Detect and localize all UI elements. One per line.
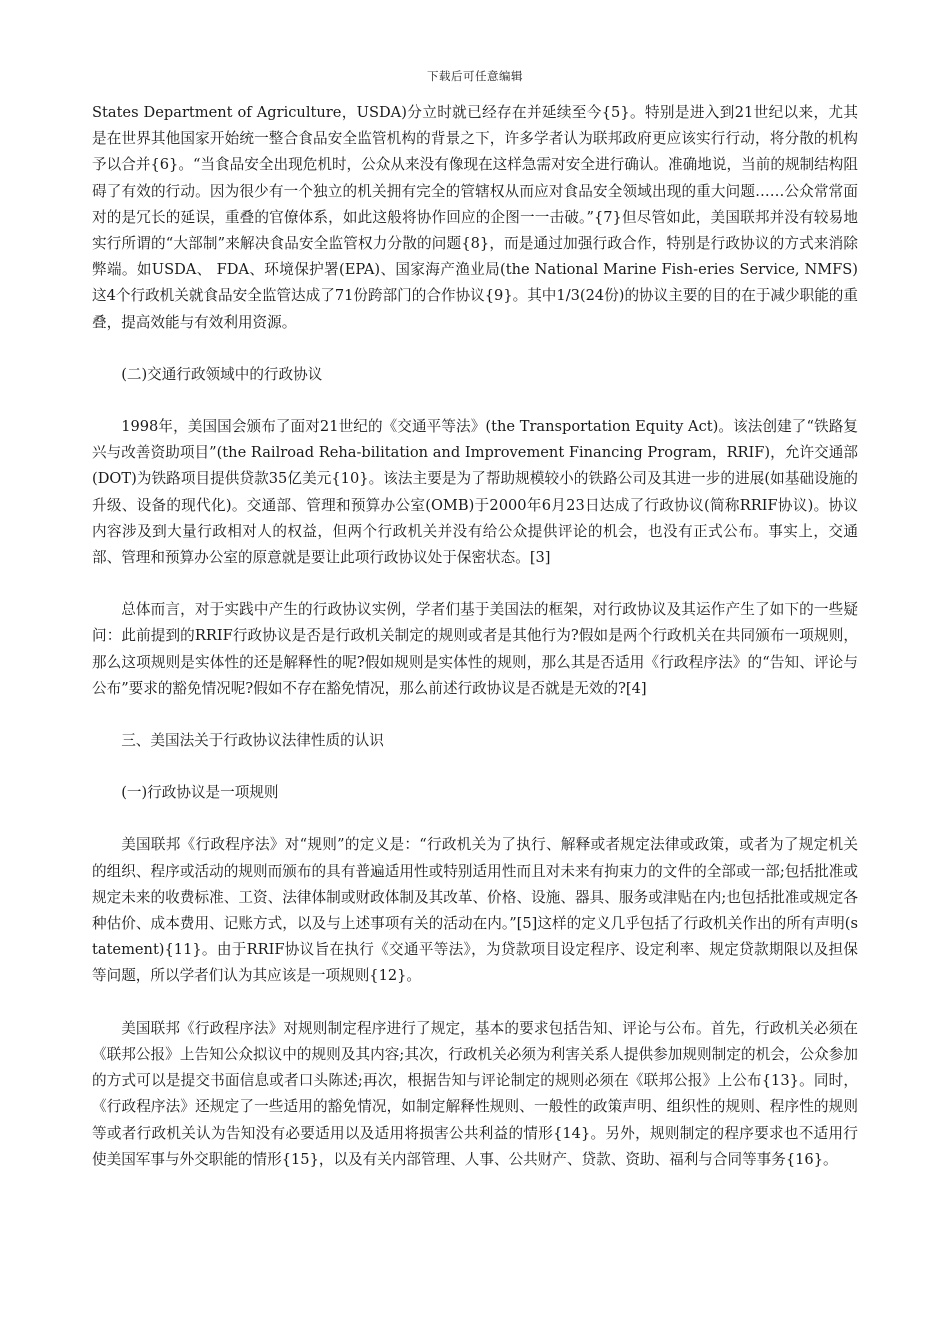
paragraph-food-safety: States Department of Agriculture，USDA)分立时就已经存在并延续至今{5}。特别是进入到21世纪以来，尤其是在世界其他国家开始统一整合食品安全监管机构的背景之下，许多学者认为联邦政府更应该实行行动，将分散的机构予以合并{6}。“当食品安全出现危机时，公众从来没有像现在这样急需对安全进行确认。准确地说，当前的规制结构阻碍了有效的行动。因为很少有一个独立的机关拥有完全的管辖权从而应对食品安全领域出现的重大问题……公众常常面对的是冗长的延误，重叠的官僚体系，如此这般将协作回应的企图一一击破。”{7}但尽管如此，美国联邦并没有较易地实行所谓的“大部制”来解决食品安全监管权力分散的问题{8}，而是通过加强行政合作，特别是行政协议的方式来消除弊端。如USDA、 FDA、环境保护署(EPA)、国家海产渔业局(the National Marine Fish-eries Service, NMFS)这4个行政机关就食品安全监管达成了71份跨部门的合作协议{9}。其中1/3(24份)的协议主要的目的在于减少职能的重叠，提高效能与有效利用资源。 [92,104,858,331]
paragraph-rulemaking-procedure: 美国联邦《行政程序法》对规则制定程序进行了规定，基本的要求包括告知、评论与公布。首先，行政机关必须在《联邦公报》上告知公众拟议中的规则及其内容;其次，行政机关必须为利害关系人提供参加规则制定的机会，公众参加的方式可以是提交书面信息或者口头陈述;再次，根据告知与评论制定的规则必须在《联邦公报》上公布{13}。同时，《行政程序法》还规定了一些适用的豁免情况，如制定解释性规则、一般性的政策声明、组织性的规则、程序性的规则等或者行政机关认为告知没有必要适用以及适用将损害公共利益的情形{14}。另外，规则制定的程序要求也不适用行使美国军事与外交职能的情形{15}，以及有关内部管理、人事、公共财产、贷款、资助、福利与合同等事务{16}。 [92,1019,858,1168]
spacer [92,336,858,362]
document-page [92,0,858,1173]
section-heading-transport: (二)交通行政领域中的行政协议 [121,365,323,383]
spacer [92,388,858,414]
paragraph-transportation-act: 1998年，美国国会颁布了面对21世纪的《交通平等法》(the Transportation Equity Act)。该法创建了“铁路复兴与改善资助项目”(the Railroad Reha-bilitation and Improvement Financing Program，RRIF)，允许交通部(DOT)为铁路项目提供贷款35亿美元{10}。该法主要是为了帮助规模较小的铁路公司及其进一步的进展(如基础设施的升级、设备的现代化)。交通部、管理和预算办公室(OMB)于2000年6月23日达成了行政协议(简称RRIF协议)。协议内容涉及到大量行政相对人的权益，但两个行政机关并没有给公众提供评论的机会，也没有正式公布。事实上，交通部、管理和预算办公室的原意就是要让此项行政协议处于保密状态。[3] [92,418,858,567]
spacer [92,806,858,832]
subsection-heading-rule: (一)行政协议是一项规则 [121,784,279,802]
paragraph-rule-definition: 美国联邦《行政程序法》对“规则”的定义是：“行政机关为了执行、解释或者规定法律或政策，或者为了规定机关的组织、程序或活动的规则而颁布的具有普遍适用性或特别适用性而且对未来有拘束力的文件的全部或一部;包括批准或规定未来的收费标准、工资、法律体制或财政体制及其改革、价格、设施、器具、服务或津贴在内;也包括批准或规定各种估价、成本费用、记账方式，以及与上述事项有关的活动在内。”[5]这样的定义几乎包括了行政机关作出的所有声明(statement){11}。由于RRIF协议旨在执行《交通平等法》，为贷款项目设定程序、设定利率、规定贷款期限以及担保等问题，所以学者们认为其应该是一项规则{12}。 [92,836,858,985]
spacer [92,571,858,597]
spacer [92,990,858,1016]
paragraph-questions: 总体而言，对于实践中产生的行政协议实例，学者们基于美国法的框架，对行政协议及其运作产生了如下的一些疑问：此前提到的RRIF行政协议是否是行政机关制定的规则或者是其他行为?假如是两个行政机关在共同颁布一项规则，那么这项规则是实体性的还是解释性的呢?假如规则是实体性的规则，那么其是否适用《行政程序法》的“告知、评论与公布”要求的豁免情况呢?假如不存在豁免情况，那么前述行政协议是否就是无效的?[4] [92,601,858,697]
section-heading-legal-nature: 三、美国法关于行政协议法律性质的认识 [121,732,384,750]
spacer [92,702,858,728]
spacer [92,754,858,780]
page-header: 下载后可任意编辑 [427,69,523,83]
